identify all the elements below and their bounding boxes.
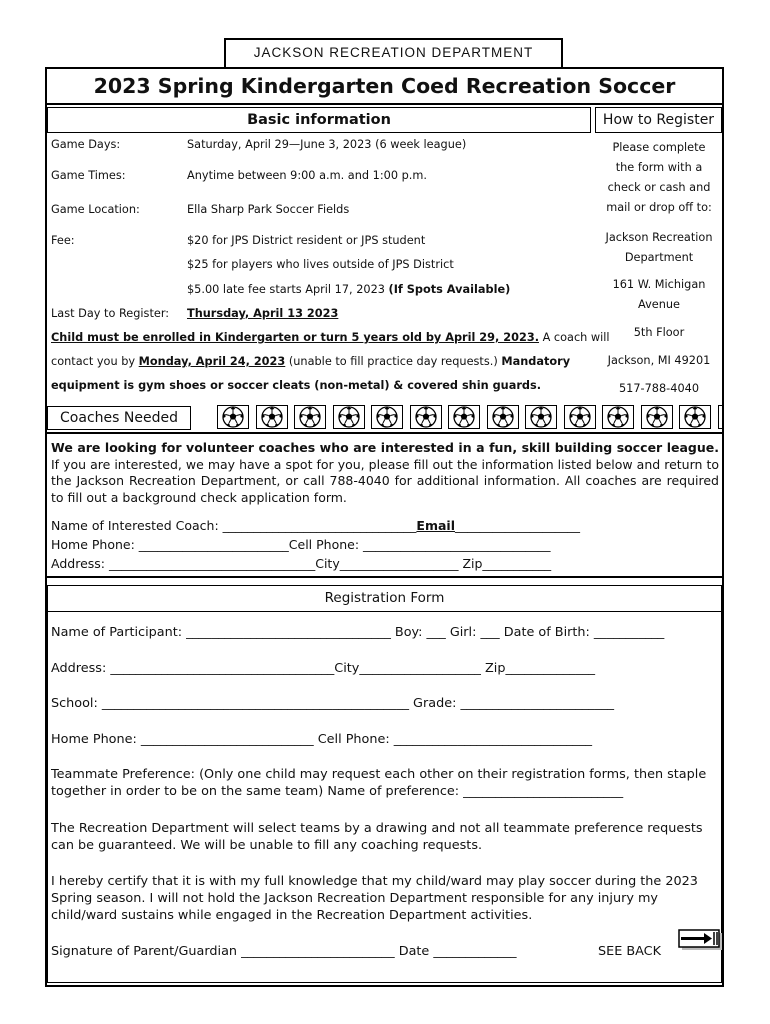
- basic-info-header: Basic information: [47, 107, 591, 133]
- phone-line: 517-788-4040: [618, 382, 700, 395]
- fee-resident: $20 for JPS District resident or JPS student: [187, 234, 426, 247]
- enrollment-requirement: Child must be enrolled in Kindergarten or turn 5 years old by April 29, 2023.: [51, 331, 539, 344]
- soccer-ball-icon: [564, 405, 596, 429]
- soccer-ball-icon: [333, 405, 365, 429]
- address-line: 161 W. Michigan: [612, 278, 706, 291]
- game-days-label: Game Days:: [51, 138, 121, 151]
- street-address: [596, 275, 722, 315]
- participant-row[interactable]: Name of Participant: ________________________________ Boy: ___ Girl: ___ Date of Birth: ___________: [51, 625, 665, 640]
- soccer-ball-icon: [410, 405, 442, 429]
- teams-note: The Recreation Department will select teams by a drawing and not all teammate preference requests can be guaranteed. We will be unable to fill any coaching requests.: [51, 821, 703, 853]
- coach-name-field[interactable]: Name of Interested Coach: _______________________________: [51, 518, 417, 533]
- soccer-ball-icon: [679, 405, 711, 429]
- game-times-value: Anytime between 9:00 a.m. and 1:00 p.m.: [187, 169, 427, 182]
- fee-late-condition: (If Spots Available): [388, 283, 511, 296]
- fee-late: [187, 283, 510, 296]
- department-tab: JACKSON RECREATION DEPARTMENT: [224, 38, 563, 67]
- see-back-arrow-icon: [678, 927, 724, 953]
- contact-date: Monday, April 24, 2023: [138, 355, 286, 368]
- coach-email-label: Email: [416, 518, 455, 533]
- instruction-line: mail or drop off to:: [606, 201, 712, 214]
- fee-label: Fee:: [51, 234, 75, 247]
- soccer-ball-icon: [371, 405, 403, 429]
- contact-rest: (unable to fill practice day requests.): [285, 355, 502, 368]
- address-row[interactable]: Address: ___________________________________City___________________ Zip______________: [51, 661, 596, 676]
- last-day-label: Last Day to Register:: [51, 307, 170, 320]
- coach-email-field[interactable]: ____________________: [454, 518, 580, 533]
- soccer-ball-strip: [217, 405, 723, 431]
- mailing-address: [596, 228, 722, 268]
- address-line: Jackson Recreation: [605, 231, 713, 244]
- game-location-value: Ella Sharp Park Soccer Fields: [187, 203, 350, 216]
- page-title: 2023 Spring Kindergarten Coed Recreation Soccer: [47, 69, 722, 105]
- school-row[interactable]: School: ________________________________________________ Grade: ________________________: [51, 696, 615, 711]
- coach-address-row[interactable]: Address: _________________________________City___________________ Zip___________: [51, 556, 552, 571]
- game-times-label: Game Times:: [51, 169, 126, 182]
- soccer-ball-icon: [448, 405, 480, 429]
- coaches-lead: We are looking for volunteer coaches who are interested in a fun, skill building soccer league.: [51, 440, 719, 455]
- soccer-ball-icon: [256, 405, 288, 429]
- fee-nonresident: $25 for players who lives outside of JPS District: [187, 258, 454, 271]
- instruction-line: the form with a: [615, 161, 703, 174]
- coach-phone-row[interactable]: Home Phone: ________________________Cell Phone: ______________________________: [51, 537, 551, 552]
- last-day-value: Thursday, April 13 2023: [187, 307, 339, 320]
- contact-prefix: contact you by: [51, 355, 139, 368]
- phone-row[interactable]: Home Phone: ___________________________ Cell Phone: _______________________________: [51, 732, 593, 747]
- address-line: Avenue: [638, 298, 680, 311]
- city-line: Jackson, MI 49201: [607, 354, 711, 367]
- soccer-ball-icon: [641, 405, 673, 429]
- address-line: Department: [624, 251, 694, 264]
- instruction-line: check or cash and: [607, 181, 711, 194]
- coaches-needed-header: Coaches Needed: [47, 406, 191, 430]
- soccer-ball-icon: [525, 405, 557, 429]
- teammate-preference[interactable]: Teammate Preference: (Only one child may request each other on their registration forms, then staple together in order to be on the same team) Name of preference: _________________________: [51, 767, 707, 799]
- soccer-ball-icon: [718, 405, 724, 429]
- floor-line: 5th Floor: [633, 326, 685, 339]
- registration-header: Registration Form: [47, 585, 722, 612]
- signature-row[interactable]: Signature of Parent/Guardian ________________________ Date _____________: [51, 944, 517, 959]
- fee-late-text: $5.00 late fee starts April 17, 2023: [187, 283, 389, 296]
- game-days-value: Saturday, April 29—June 3, 2023 (6 week league): [187, 138, 467, 151]
- soccer-ball-icon: [602, 405, 634, 429]
- certification-text: I hereby certify that it is with my full knowledge that my child/ward may play soccer during the 2023 Spring season. I will not hold the Jackson Recreation Department responsible for any injury my child/ward sustains while engaged in the Recreation Department activities.: [51, 874, 698, 923]
- coaches-paragraph: [51, 440, 719, 506]
- how-to-register-header: How to Register: [595, 107, 722, 133]
- coaches-details: If you are interested, we may have a spot for you, please fill out the information listed below and return to the Jackson Recreation Department, or call 788-4040 for additional information. All coaches are required to fill out a background check application form.: [51, 456, 719, 505]
- see-back-label: SEE BACK: [598, 944, 661, 959]
- soccer-ball-icon: [294, 405, 326, 429]
- instruction-line: Please complete: [612, 141, 706, 154]
- enrollment-rest: A coach will: [538, 331, 610, 344]
- equipment-note: equipment is gym shoes or soccer cleats (non-metal) & covered shin guards.: [51, 379, 541, 392]
- how-to-register-instructions: [596, 138, 722, 218]
- soccer-ball-icon: [487, 405, 519, 429]
- contact-note: [51, 355, 570, 368]
- coach-name-row: [51, 518, 580, 533]
- mandatory-label: Mandatory: [501, 355, 571, 368]
- game-location-label: Game Location:: [51, 203, 140, 216]
- enrollment-note: [51, 331, 610, 344]
- soccer-ball-icon: [217, 405, 249, 429]
